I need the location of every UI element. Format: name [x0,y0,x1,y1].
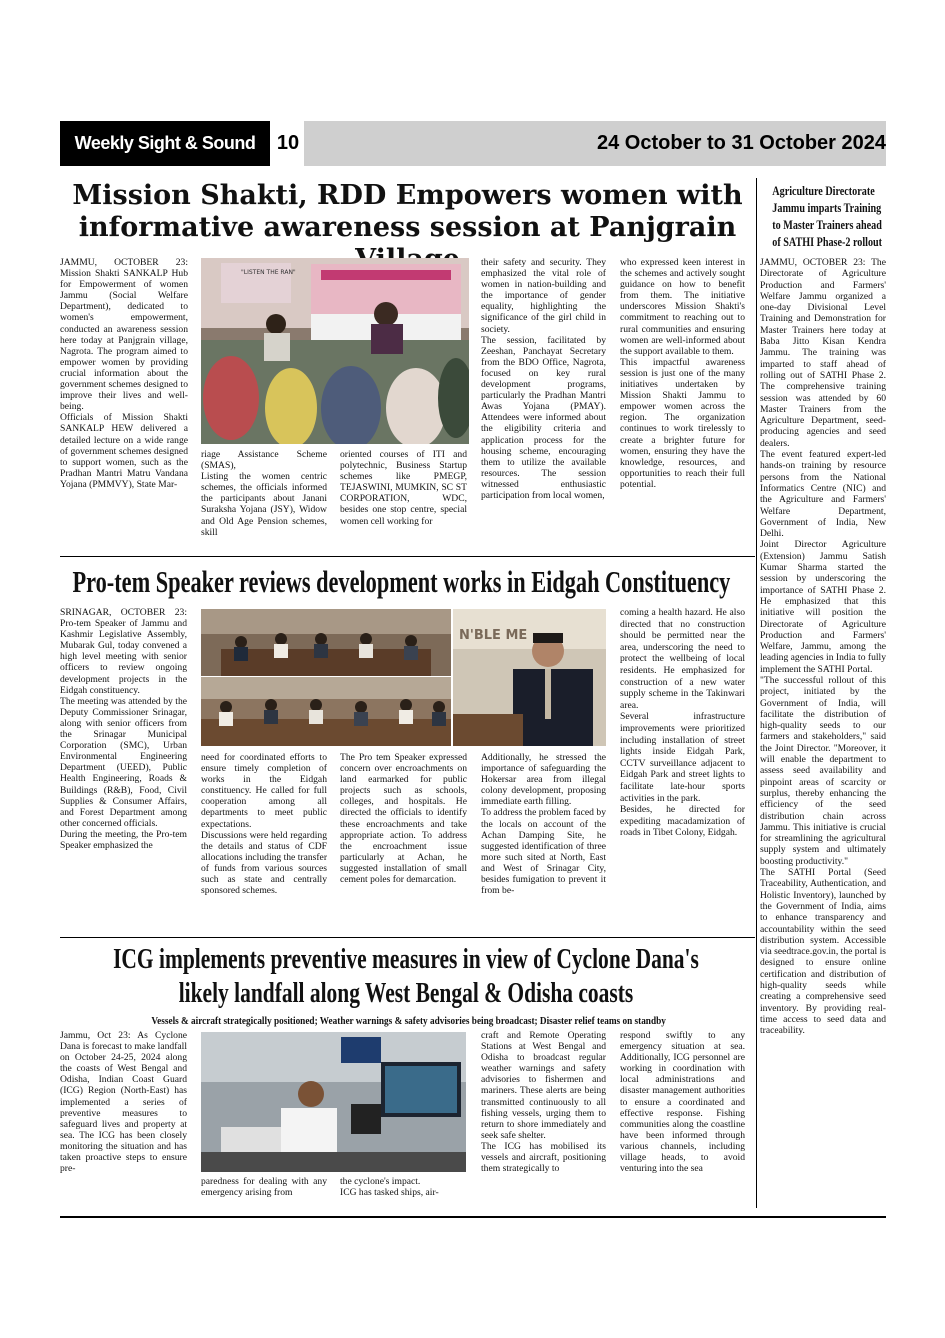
story3-photo [201,1032,466,1172]
story3-subhead: Vessels & aircraft strategically positioned; Weather warnings & safety advisories being broadcast; Disaster relief teams on standby [151,1015,666,1027]
issue-date-range: 24 October to 31 October 2024 [596,132,886,154]
story1-col4: their safety and security. They emphasized the vital role of women in nation-building and the importance of gender equality, highlighting the significance of the girl child in society. The session, facilitated by Zeeshan, Panchayat Secretary from the BDO Office, Nagrota, focused on key rural development programs, particularly the Pradhan Mantri Awas Yojana (PMAY). Attendees were informed about the eligibility criteria and application process for the housing scheme, encouraging them to utilize the available resources. The session witnessed enthusiastic participation from local women, [481,257,606,501]
masthead-date-bar [304,121,886,166]
story1-photo [201,258,469,444]
story3-col5: respond swiftly to any emergency situation at sea. Additionally, ICG personnel are working in coordination with local administrations and disaster management authorities to ensure a coordinated and effective response. Fishing communities along the coastline have been informed through various channels, including village heads, to avoid venturing into the sea [620,1030,745,1175]
story2-photo-meeting-bottom [201,677,451,746]
page-number: 10 [272,121,304,166]
story1-headline-line1: Mission Shakti, RDD Empowers women with [72,180,743,211]
sidebar-body: JAMMU, OCTOBER 23: The Directorate of Agriculture Production and Farmers' Welfare Jammu organized a one-day Divisional Level Training and Demonstration for Master Trainers here today at Baba Jitto Kisan Kendra Jammu. The training was imparted to staff ahead of rolling out of SATHI Phase 2. The comprehensive training session was attended by 60 Master Trainers from the Agriculture Department, seed-producing agencies and seed dealers. The event featured expert-led hands-on training by resource persons from the National Informatics Centre (NIC) and the Agriculture and Farmers' Welfare Department, Government of India, New Delhi. Joint Director Agriculture (Extension) Jammu Satish Kumar Sharma started the session by underscoring the importance of SATHI Phase 2. He emphasized that this initiative will position the Directorate of Agriculture Production and Farmers' Welfare, Jammu, among the leading agencies in India to fully implement the SATHI Portal. "The successful rollout of this project, initiated by the Government of India, will facilitate the distribution of high-quality seeds to our farmers and stakeholders," said the Joint Director. "Moreover, it will enable the department to assess seed availability and pinpoint areas of scarcity or surplus, thereby enhancing the efficiency of the seed distribution chain across Jammu. This initiative is crucial for streamlining the agricultural supply system and ultimately boosting productivity." The SATHI Portal (Seed Traceability, Authentication, and Holistic Inventory), launched by the Government of India, aims to enhance transparency and accountability within the seed distribution system. Accessible via seedtrace.gov.in, the portal is designed to ensure online certification and distribution of high-quality seeds while creating a comprehensive seed inventory. By providing real-time access to seed data and traceability. [760,257,887,1037]
story1-headline-line2: informative awareness session at Panjgrain [78,212,737,243]
story3-headline-line1: ICG implements preventive measures in view of Cyclone Dana's [113,943,699,975]
story1-col1: JAMMU, OCTOBER 23: Mission Shakti SANKALP Hub for Empowerment of women Jammu (Social Welfare Department), dedicated to women's empowerment, conducted an awareness session here today at Panjgrain village, Nagrota. The program aimed to empower women by providing crucial information about the government schemes designed to improve their lives and well-being. Officials of Mission Shakti SANKALP HEW delivered a detailed lecture on a wide range of government schemes designed to support women, such as the Pradhan Mantri Matru Vandana Yojana (PMMVY), State Mar- [60,257,188,490]
sidebar-divider [756,178,757,1208]
sidebar-headline: Agriculture Directorate Jammu imparts Training to Master Trainers ahead of SATHI Phase-2 rollout [772,183,883,249]
footer-rule [60,1216,886,1218]
story2-col1: SRINAGAR, OCTOBER 23: Pro-tem Speaker of Jammu and Kashmir Legislative Assembly, Mubarak Gul, today convened a high level meeting with senior officers to review ongoing development projects in the Eidgah constituency. The meeting was attended by the Deputy Commissioner Srinagar, along with senior officers from the Srinagar Municipal Corporation (SMC), Urban Environmental Engineering Department (UEED), Public Health Engineering, Roads & Buildings (R&B), Food, Civil Supplies & Consumer Affairs, and Forest Department among other concerned officials. During the meeting, the Pro-tem Speaker emphasized the [60,607,187,851]
women-session-photo [201,258,469,444]
coast-guard-control-room-photo [201,1032,466,1172]
story1-col2: riage Assistance Scheme (SMAS), Listing the women centric schemes, the officials informed the participants about Janani Suraksha Yojana (JSY), Widow and Old Age Pension schemes, skill [201,449,327,538]
section-divider-top [60,556,755,557]
story3-headline-line2: likely landfall along West Bengal & Odisha coasts [178,977,634,1009]
story2-col5: coming a health hazard. He also directed that no construction should be permitted near the area, underscoring the need to protect the wellbeing of local residents. He emphasized for construction of a new water supply scheme in the Takinwari area. Several infrastructure improvements were prioritized including installation of street lights inside Eidgah Park, CCTV surveillance adjacent to Eidgah Park and street lights to facilitate late-hour sports activities in the park. Besides, he directed for expediting macadamization of roads in Tibet Colony, Eidgah. [620,607,745,839]
meeting-photo [201,609,451,676]
story2-col4: Additionally, he stressed the importance of safeguarding the Hokersar area from illegal colony development, proposing immediate earth filling. To address the problem faced by the locals on account of the Achan Damping Site, he suggested identification of three more such sited at North, East and West of Srinagar City, besides fumigation to prevent it from be- [481,752,606,897]
story3-col3: the cyclone's impact. ICG has tasked ships, air- [340,1176,439,1199]
meeting-table-photo [201,677,451,746]
section-divider-middle [60,937,755,938]
story1-col5: who expressed keen interest in the schemes and actively sought guidance on how to benefit from them. The initiative underscores Mission Shakti's commitment to reaching out to rural communities and ensuring women are well-informed about the support available to them. This impactful awareness session is just one of the many initiatives undertaken by Mission Shakti Jammu to empower women across the region. The organization continues to work tirelessly to create a brighter future for women, ensuring they have the knowledge, resources, and opportunities to reach their full potential. [620,257,745,490]
story2-col2: need for coordinated efforts to ensure timely completion of works in the Eidgah constituency. He called for full cooperation among all departments to meet public expectations. Discussions were held regarding the details and status of CDF allocations including the transfer of funds from various sources such as state and centrally sponsored schemes. [201,752,328,897]
story3-col4: craft and Remote Operating Stations at West Bengal and Odisha to broadcast regular weather warnings and safety advisories to fishermen and mariners. These alerts are being transmitted continuously to all fishing vessels, urging them to return to shore immediately and seek safe shelter. The ICG has mobilised its vessels and aircraft, positioning them strategically to [481,1030,606,1175]
publication-name: Weekly Sight & Sound [60,121,270,166]
photo-banner-text: "LISTEN THE RAN" [241,269,296,276]
story2-headline-wrap [60,563,755,601]
story2-col3: The Pro tem Speaker expressed concern over encroachments on land earmarked for public projects such as schools, colleges, and hospitals. He directed the officials to identify these encroachments and take appropriate action. To address the encroachment issue particularly at Achan, he suggested installation of small cement poles for demarcation. [340,752,467,886]
story2-photo-meeting-top [201,609,451,676]
story2-headline: Pro-tem Speaker reviews development works in Eidgah Constituency [72,564,731,599]
speaker-portrait-photo [453,609,606,746]
story3-col2: paredness for dealing with any emergency arising from [201,1176,327,1199]
story3-headline-wrap [60,942,755,1012]
story1-col3: oriented courses of ITI and polytechnic, Business Startup schemes like PMEGP, TEJASWINI, MUMKIN, SC ST CORPORATION, WDC, besides one stop centre, special women cell working for [340,449,467,527]
story3-col1: Jammu, Oct 23: As Cyclone Dana is forecast to make landfall on October 24-25, 2024 along the coasts of West Bengal and Odisha, Indian Coast Guard (ICG) Region (North-East) has implemented a series of preventive measures to safeguard lives and property at sea. The ICG has been closely monitoring the situation and has taken proactive steps to ensure pre- [60,1030,187,1175]
story2-photo-speaker [453,609,606,746]
story3-subhead-wrap [60,1014,755,1028]
photo-backdrop-text: N'BLE ME [459,628,528,643]
